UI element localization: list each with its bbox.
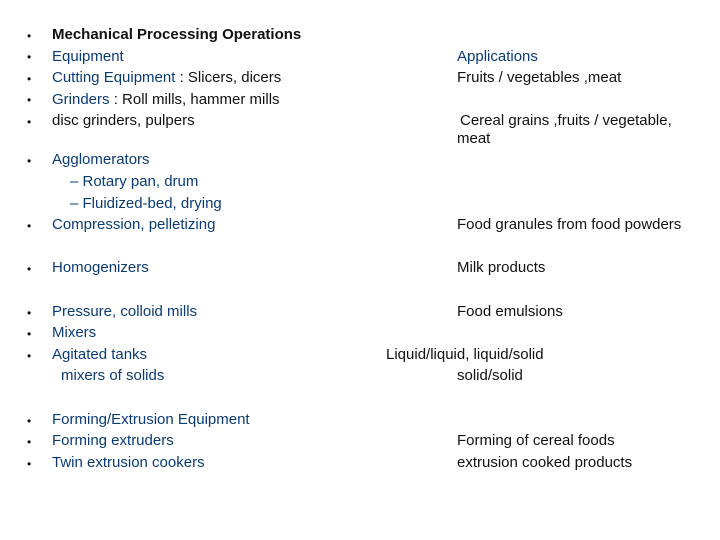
cutting-equipment-items: : Slicers, dicers [175,69,282,86]
mixers-of-solids-item: mixers of solids [61,367,165,384]
bullet: • [27,435,32,449]
application-text: solid/solid [457,367,523,384]
homogenizers-heading: Homogenizers [52,259,149,276]
bullet: • [27,327,32,341]
bullet: • [27,72,32,86]
bullet: • [27,414,32,428]
bullet: • [27,29,32,43]
application-text: Food emulsions [457,303,563,320]
cutting-equipment-label: Cutting Equipment [52,69,176,86]
bullet: • [27,115,32,129]
forming-extrusion-heading: Forming/Extrusion Equipment [52,411,250,428]
bullet: • [27,306,32,320]
agglomerators-heading: Agglomerators [52,151,150,168]
bullet: • [27,50,32,64]
bullet: • [27,93,32,107]
application-text: Liquid/liquid, liquid/solid [386,346,544,363]
agitated-tanks-item: Agitated tanks [52,346,148,363]
grinders-row [52,91,280,109]
section-title: Mechanical Processing Operations [52,26,302,43]
bullet: • [27,457,32,471]
agglomerators-subitem: – Rotary pan, drum [70,173,199,190]
grinders-items: : Roll mills, hammer mills [109,91,280,108]
agglomerators-subitem: – Fluidized-bed, drying [70,195,222,212]
bullet: • [27,219,32,233]
application-text: Food granules from food powders [457,216,682,233]
equipment-heading: Equipment [52,48,124,65]
bullet: • [27,349,32,363]
application-text: extrusion cooked products [457,454,633,471]
application-text: Cereal grains ,fruits / vegetable, [460,112,672,129]
grinders-label: Grinders [52,91,110,108]
pressure-mills-item: Pressure, colloid mills [52,303,198,320]
bullet: • [27,154,32,168]
application-text: Fruits / vegetables ,meat [457,69,622,86]
application-text: Forming of cereal foods [457,432,615,449]
compression-item: Compression, pelletizing [52,216,216,233]
twin-extrusion-item: Twin extrusion cookers [52,454,205,471]
grinders-items-continued: disc grinders, pulpers [52,112,195,129]
forming-extruders-item: Forming extruders [52,432,174,449]
applications-heading: Applications [457,48,538,65]
mixers-heading: Mixers [52,324,97,341]
application-text: meat [457,130,491,147]
bullet: • [27,262,32,276]
application-text: Milk products [457,259,546,276]
cutting-equipment-row [52,69,281,87]
